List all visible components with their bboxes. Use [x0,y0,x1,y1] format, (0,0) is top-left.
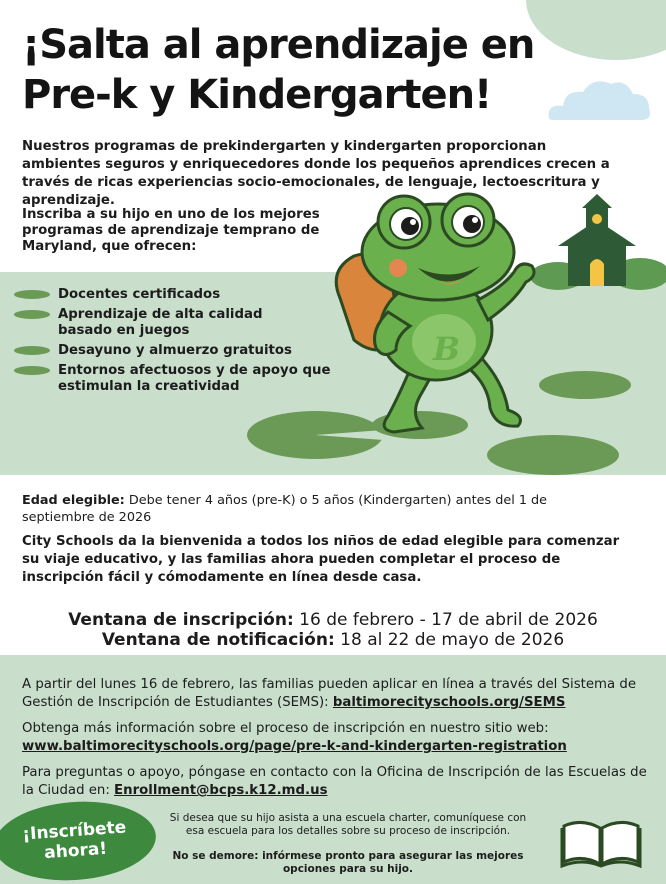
info-paragraph: Obtenga más información sobre el proceso de inscripción en nuestro sitio web: www.baltimorecityschools.org/page/pre-k-and-kindergarten-registration [22,721,567,754]
sems-link[interactable]: baltimorecityschools.org/SEMS [332,695,566,710]
lily-pad-bullet-icon [14,366,50,375]
welcome-paragraph: City Schools da la bienvenida a todos los niños de edad elegible para comenzar su viaje educativo, y las familias ahora pueden completar el proceso de inscripción fácil y cómodamente en línea desde casa. [22,534,620,585]
feature-item: Entornos afectuosos y de apoyo que estimulan la creatividad [14,363,358,395]
contact-paragraph: Para preguntas o apoyo, póngase en contacto con la Oficina de Inscripción de las Escuelas de la Ciudad en: Enrollment@bcps.k12.md.us [22,765,647,798]
charter-note: Si desea que su hijo asista a una escuela charter, comuníquese con esa escuela para los detalles sobre su proceso de inscripción. [169,812,527,837]
lily-pad-bullet-icon [14,346,50,355]
background-corner-shape [526,0,666,60]
feature-list [14,287,358,399]
apply-paragraph: A partir del lunes 16 de febrero, las familias pueden aplicar en línea a través del Sistema de Gestión de Inscripción de Estudiantes (SEMS): baltimorecityschools.org/SEMS [22,677,637,710]
lily-pad-bullet-icon [14,290,50,299]
title-line-2: Pre-k y Kindergarten! [22,72,492,118]
feature-item: Aprendizaje de alta calidad basado en juegos [14,307,298,339]
enrollment-window: Ventana de inscripción: 16 de febrero - 17 de abril de 2026 [68,610,598,630]
eligibility-label: Edad elegible: [22,493,125,508]
registration-page-link[interactable]: www.baltimorecityschools.org/page/pre-k-and-kindergarten-registration [22,739,567,754]
page-title [22,20,534,120]
notification-window: Ventana de notificación: 18 al 22 de mayo de 2026 [101,630,565,650]
lily-pad-bullet-icon [14,310,50,319]
open-book-icon [560,818,642,868]
enrollment-email-link[interactable]: Enrollment@bcps.k12.md.us [114,783,328,798]
lead-paragraph: Inscriba a su hijo en uno de los mejores programas de aprendizaje temprano de Maryland, que ofrecen: [22,207,320,254]
intro-paragraph: Nuestros programas de prekindergarten y kindergarten proporcionan ambientes seguros y enriquecedores donde los pequeños aprendices crecen a través de ricas experiencias socio-emocionales, de lenguaje, lectoescritura y aprendizaje. [22,139,610,208]
feature-item: Docentes certificados [14,287,358,303]
urge-note: No se demore: infórmese pronto para asegurar las mejores opciones para su hijo. [172,850,524,875]
feature-item: Desayuno y almuerzo gratuitos [14,343,358,359]
mascot-letter: B [433,330,461,368]
title-line-1: ¡Salta al aprendizaje en [22,22,535,68]
enrollment-windows [0,610,666,650]
cloud-icon [545,72,655,124]
eligibility-text: Debe tener 4 años (pre-K) o 5 años (Kindergarten) antes del 1 de septiembre de 2026 [22,493,548,525]
eligibility-paragraph [22,492,622,526]
enroll-now-badge[interactable]: ¡Inscríbete ahora! [0,796,159,884]
